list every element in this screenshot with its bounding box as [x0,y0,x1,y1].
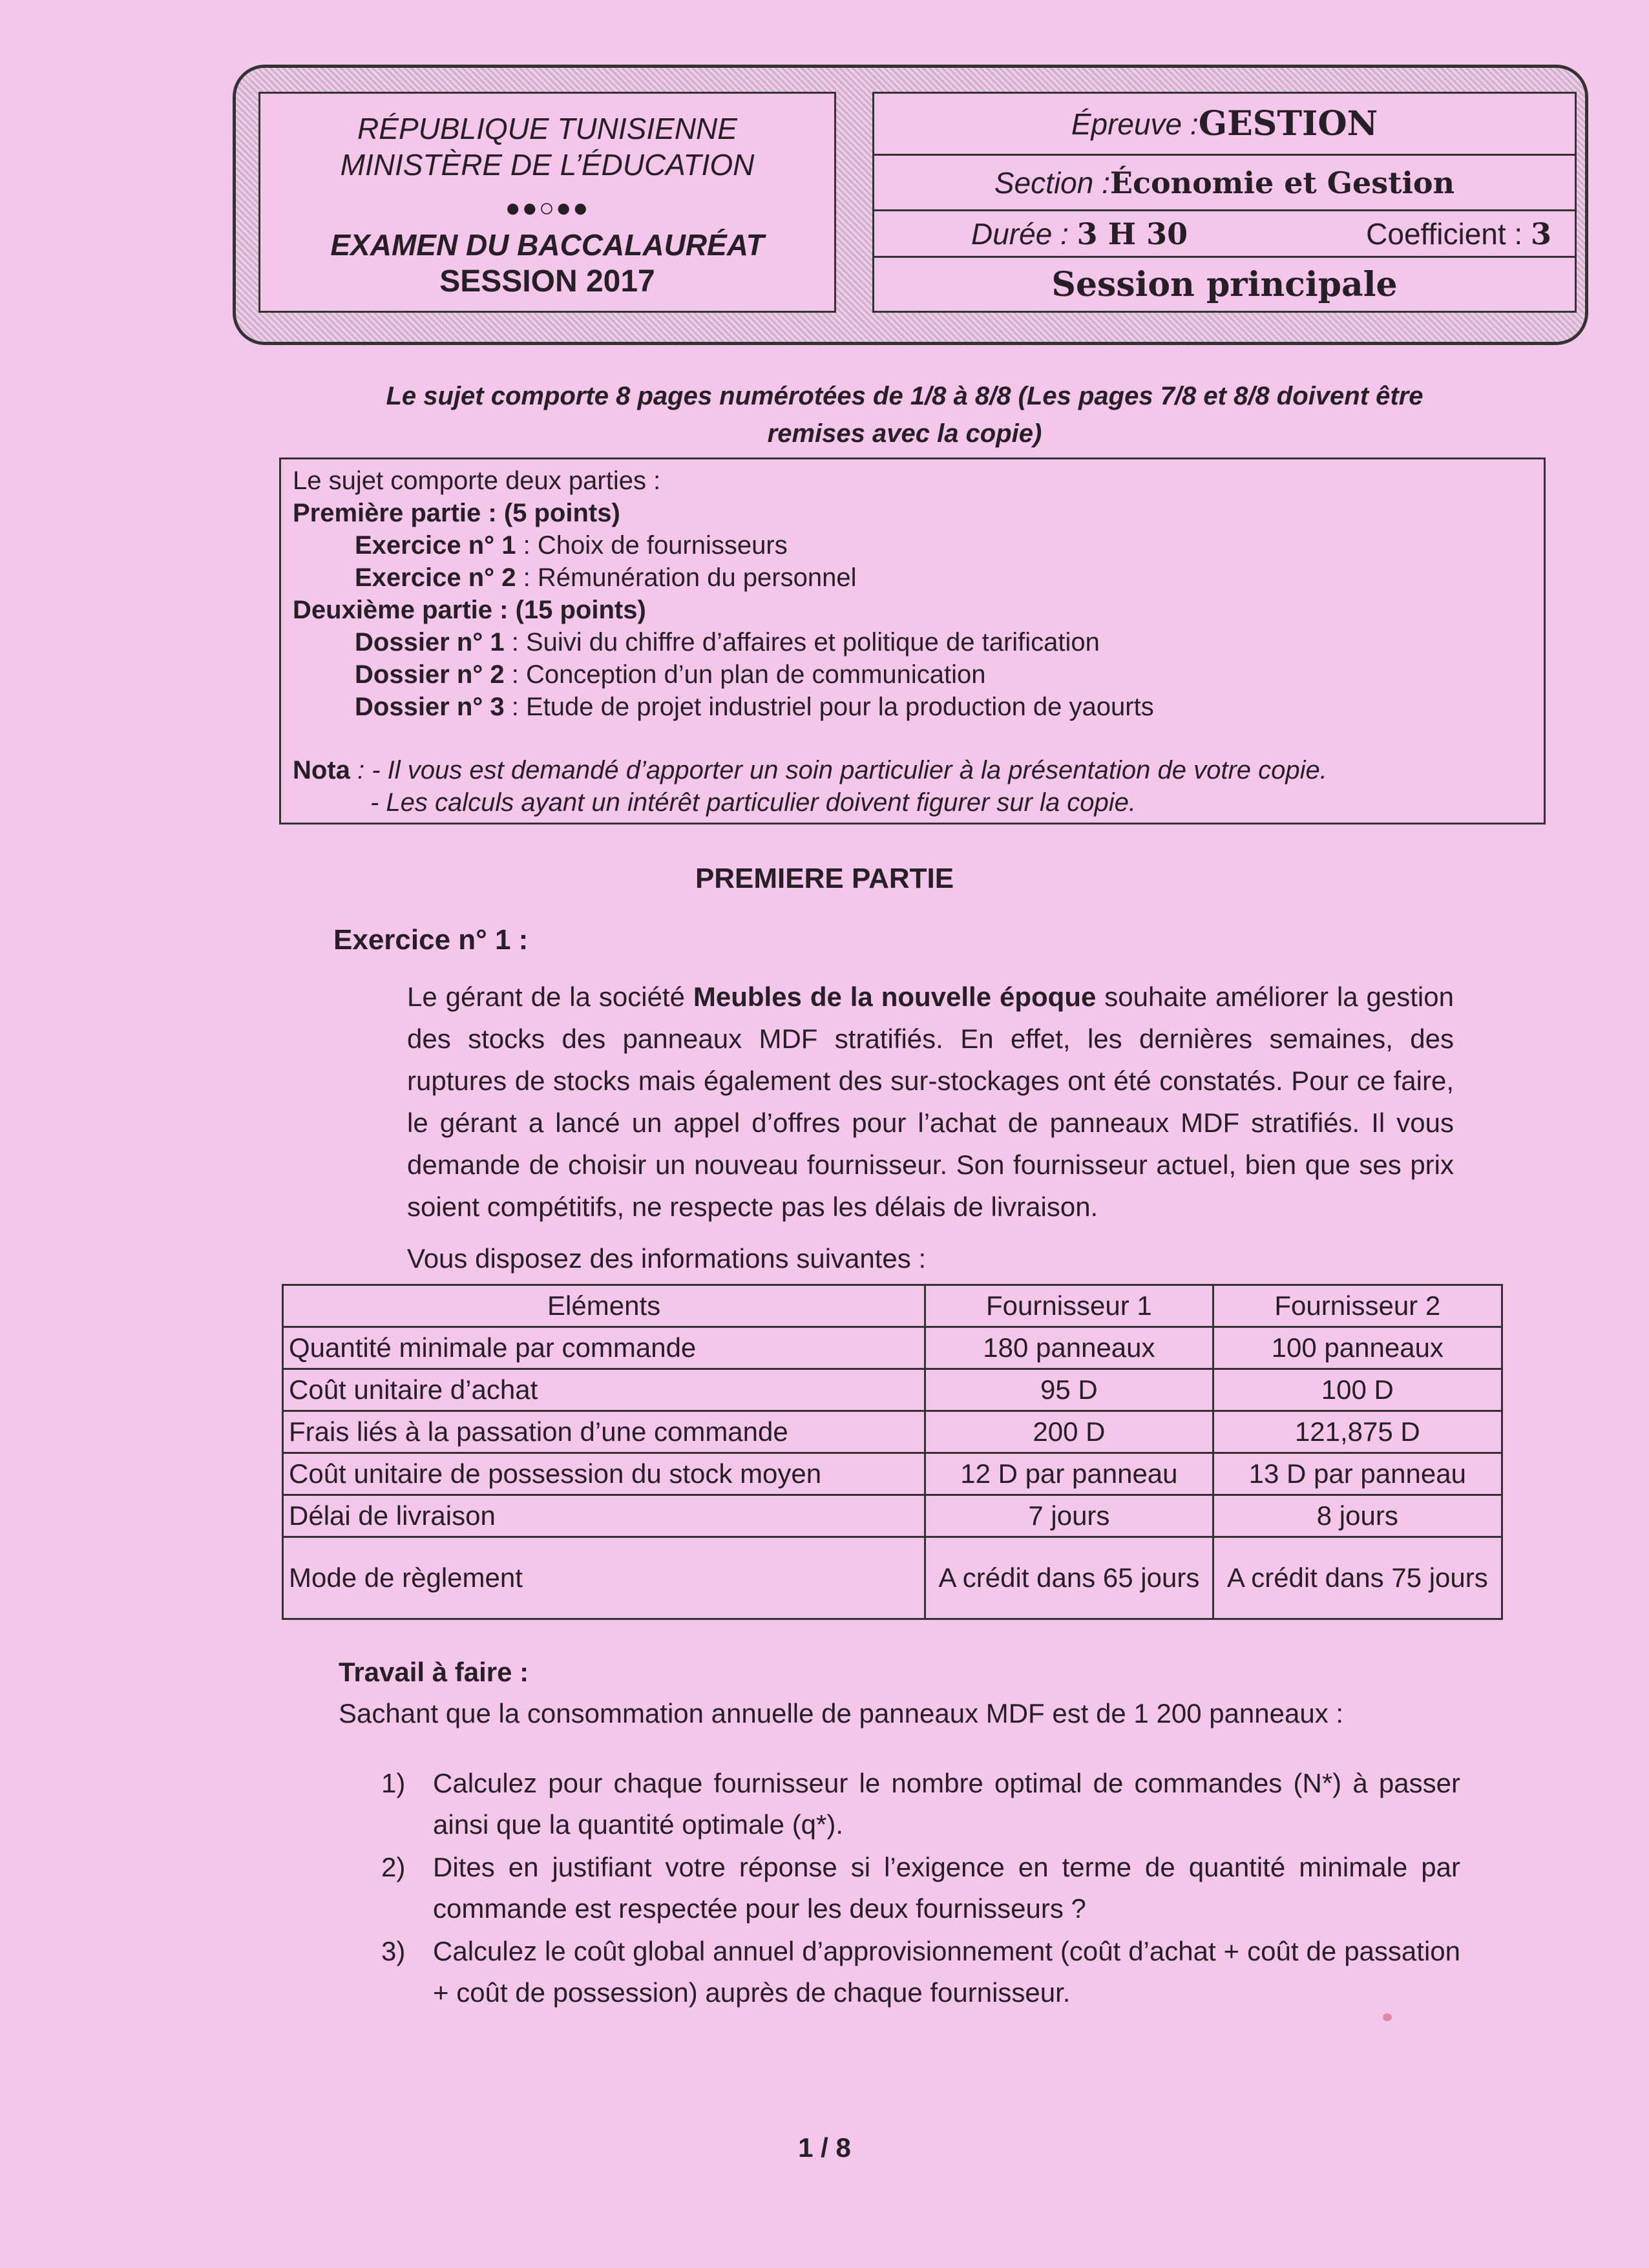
question-list [381,1763,1460,2013]
summary-line-0: Le sujet comporte deux parties : [293,467,661,495]
coef-value: 3 [1530,216,1551,251]
ex1-label: Exercice n° 1 [355,531,516,560]
table-cell: 121,875 D [1213,1411,1502,1453]
ex1-text: : Choix de fournisseurs [516,531,788,560]
ex2-text: : Rémunération du personnel [516,563,857,592]
table-row [283,1453,1502,1495]
nota-line-2: - Les calculs ayant un intérêt particulier doivent figurer sur la copie. [370,788,1137,817]
table-cell: A crédit dans 75 jours [1213,1537,1502,1619]
table-row [283,1537,1502,1619]
section-title: PREMIERE PARTIE [695,863,954,894]
question-text: Calculez le coût global annuel d’approvisionnement (coût d’achat + coût de passation + coût de possession) auprès de chaque fournisseur. [433,1936,1460,2008]
page-number: 1 / 8 [798,2132,851,2163]
intro-line-1: Le sujet comporte 8 pages numérotées de 1/8 à 8/8 (Les pages 7/8 et 8/8 doivent être [386,382,1423,410]
table-cell: 13 D par panneau [1213,1453,1502,1495]
part-2-title: Deuxième partie : (15 points) [293,596,646,624]
d3-text: : Etude de projet industriel pour la production de yaourts [504,693,1154,721]
table-cell: 7 jours [925,1495,1213,1537]
supplier-table [282,1284,1503,1620]
header-dots: ●●○●● [505,194,590,222]
nota-line-1 [293,754,1532,786]
question-number: 2) [381,1852,406,1882]
coef-label: Coefficient : [1366,216,1531,251]
part-1-title: Première partie : (5 points) [293,499,620,527]
table-row [283,1495,1502,1537]
header-exam: EXAMEN DU BACCALAURÉAT [330,228,764,262]
d1-label: Dossier n° 1 [355,628,505,656]
header-section [874,156,1575,211]
d3-label: Dossier n° 3 [355,693,505,721]
duree-value: 3 H 30 [1077,216,1188,251]
company-name: Meubles de la nouvelle époque [693,982,1097,1012]
work-title: Travail à faire : [339,1657,529,1687]
table-cell: Frais liés à la passation d’une commande [283,1411,925,1453]
table-cell: 95 D [925,1369,1213,1411]
question-number: 3) [381,1936,406,1966]
question-item [381,1847,1460,1929]
table-cell: 100 D [1213,1369,1502,1411]
summary-dossier-2 [293,658,1532,691]
table-row [283,1327,1502,1369]
table-cell: 8 jours [1213,1495,1502,1537]
table-header-cell: Eléments [283,1285,925,1327]
section-value: Économie et Gestion [1109,165,1455,200]
session-value: Session principale [1051,264,1398,304]
table-header-cell: Fournisseur 1 [925,1285,1213,1327]
summary-box [279,457,1546,824]
question-text: Calculez pour chaque fournisseur le nombre optimal de commandes (N*) à passer ainsi que la quantité optimale (q*). [433,1768,1460,1840]
table-row [283,1411,1502,1453]
work-intro: Sachant que la consommation annuelle de panneaux MDF est de 1 200 panneaux : [339,1698,1344,1728]
question-item [381,1931,1460,2013]
nota-label: Nota [293,756,350,784]
table-cell: Quantité minimale par commande [283,1327,925,1369]
coefficient [1366,216,1551,251]
ex2-label: Exercice n° 2 [355,563,516,592]
para-part-2: souhaite améliorer la gestion des stocks des panneaux MDF stratifiés. En effet, les dernières semaines, des ruptures de stocks mais également des sur-stockages ont été constatés. Pour ce faire, le gérant a lancé un appel d’offres pour l’achat de panneaux MDF stratifiés. Il vous demande de choisir un nouveau fournisseur. Son fournisseur actuel, bien que ses prix soient compétitifs, ne respecte pas les délais de livraison. [407,982,1454,1222]
intro-text [278,377,1531,452]
table-cell: 200 D [925,1411,1213,1453]
header-republic: RÉPUBLIQUE TUNISIENNE [357,112,737,145]
header-left-box [258,92,836,313]
summary-exercise-1 [293,529,1532,562]
d2-label: Dossier n° 2 [355,660,505,689]
header-right-box [872,92,1577,313]
intro-line-2: remises avec la copie) [767,419,1042,448]
header-duree-coef [874,211,1575,258]
table-cell: 12 D par panneau [925,1453,1213,1495]
nota-text-1: : - Il vous est demandé d’apporter un soin particulier à la présentation de votre copie. [350,756,1327,784]
section-label: Section : [994,165,1110,200]
table-cell: 180 panneaux [925,1327,1213,1369]
exercise-paragraph [407,976,1454,1228]
question-number: 1) [381,1768,406,1798]
header-session [874,258,1575,311]
table-cell: Mode de règlement [283,1537,925,1619]
duree [971,216,1188,251]
d1-text: : Suivi du chiffre d’affaires et politique de tarification [504,628,1100,656]
scan-speck [1383,2013,1392,2021]
summary-dossier-3 [293,691,1532,723]
table-cell: Coût unitaire de possession du stock moyen [283,1453,925,1495]
epreuve-value: GESTION [1198,104,1378,143]
table-header-cell: Fournisseur 2 [1213,1285,1502,1327]
summary-exercise-2 [293,562,1532,594]
header-epreuve [874,94,1575,156]
table-cell: Délai de livraison [283,1495,925,1537]
duree-label: Durée : [971,216,1077,251]
question-item [381,1763,1460,1845]
header-session-year: SESSION 2017 [439,264,655,299]
summary-dossier-1 [293,626,1532,658]
d2-text: : Conception d’un plan de communication [504,660,986,689]
epreuve-label: Épreuve : [1071,107,1199,141]
table-row [283,1369,1502,1411]
info-line: Vous disposez des informations suivantes : [407,1243,927,1274]
question-text: Dites en justifiant votre réponse si l’exigence en terme de quantité minimale par commande est respectée pour les deux fournisseurs ? [433,1852,1460,1924]
table-cell: A crédit dans 65 jours [925,1537,1213,1619]
exercise-title: Exercice n° 1 : [333,924,529,956]
header-ministry: MINISTÈRE DE L’ÉDUCATION [340,148,755,182]
para-part-1: Le gérant de la société [407,982,693,1012]
table-cell: 100 panneaux [1213,1327,1502,1369]
table-cell: Coût unitaire d’achat [283,1369,925,1411]
table-header-row [283,1285,1502,1327]
